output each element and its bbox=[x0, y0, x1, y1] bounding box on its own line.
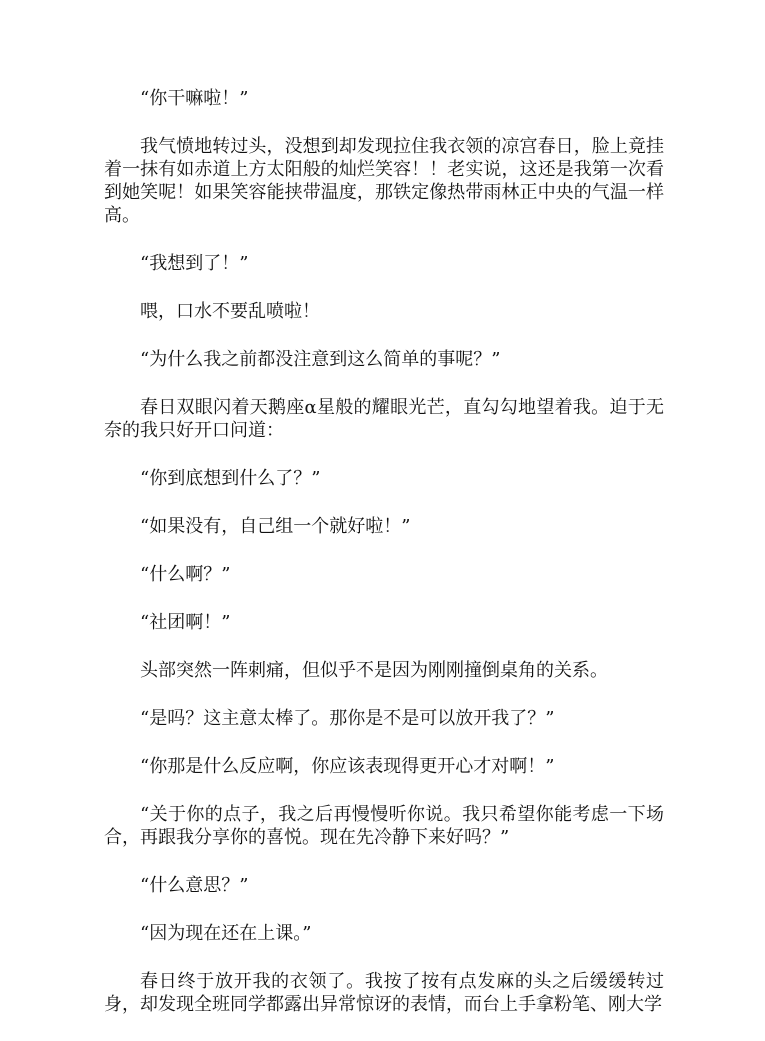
paragraph: 春日双眼闪着天鹅座α星般的耀眼光芒，直勾勾地望着我。迫于无奈的我只好开口问道： bbox=[104, 397, 664, 441]
paragraph: “你到底想到什么了？” bbox=[140, 468, 321, 489]
paragraph: 喂，口水不要乱喷啦！ bbox=[140, 301, 320, 322]
paragraph: “如果没有，自己组一个就好啦！” bbox=[140, 516, 411, 537]
paragraph: 头部突然一阵刺痛，但似乎不是因为刚刚撞倒桌角的关系。 bbox=[140, 660, 608, 681]
document-body bbox=[104, 87, 664, 1041]
paragraph: 我气愤地转过头，没想到却发现拉住我衣领的凉宫春日，脸上竟挂着一抹有如赤道上方太阳般的灿烂笑容！！老实说，这还是我第一次看到她笑呢！如果笑容能挟带温度，那铁定像热带雨林正中央的气温一样高。 bbox=[104, 136, 664, 226]
paragraph: “你那是什么反应啊，你应该表现得更开心才对啊！” bbox=[140, 756, 555, 777]
paragraph: 春日终于放开我的衣领了。我按了按有点发麻的头之后缓缓转过身，却发现全班同学都露出异常惊讶的表情，而台上手拿粉笔、刚大学 bbox=[104, 971, 664, 1015]
paragraph: “关于你的点子，我之后再慢慢听你说。我只希望你能考虑一下场合，再跟我分享你的喜悦。现在先冷静下来好吗？” bbox=[104, 804, 664, 848]
paragraph: “为什么我之前都没注意到这么简单的事呢？” bbox=[140, 349, 501, 370]
paragraph: “什么意思？” bbox=[140, 875, 249, 896]
paragraph: “你干嘛啦！” bbox=[140, 88, 249, 109]
paragraph: “什么啊？” bbox=[140, 564, 231, 585]
paragraph: “我想到了！” bbox=[140, 253, 249, 274]
paragraph: “因为现在还在上课。” bbox=[140, 923, 312, 944]
paragraph: “是吗？这主意太棒了。那你是不是可以放开我了？” bbox=[140, 708, 555, 729]
paragraph: “社团啊！” bbox=[140, 612, 231, 633]
